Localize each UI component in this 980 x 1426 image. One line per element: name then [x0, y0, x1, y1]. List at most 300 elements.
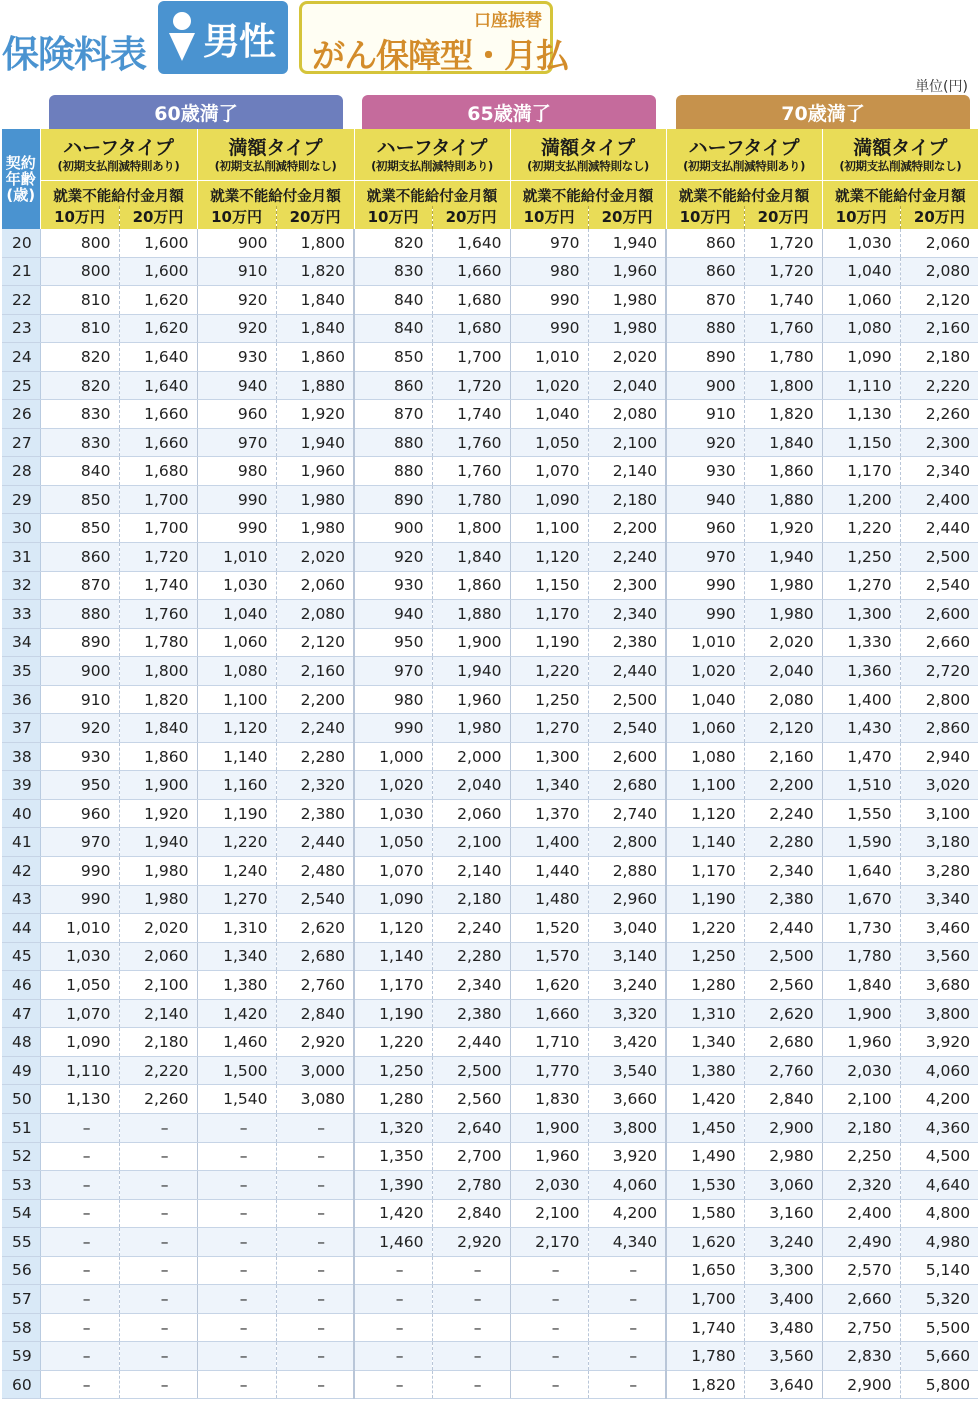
premium-cell: 1,040 [822, 257, 900, 286]
premium-cell: 2,280 [432, 942, 510, 971]
premium-cell: 1,600 [119, 257, 197, 286]
premium-cell: 860 [354, 371, 432, 400]
premium-cell: 1,140 [666, 828, 744, 857]
table-row [2, 1199, 978, 1228]
premium-cell: 2,160 [744, 742, 822, 771]
premium-cell: 1,020 [354, 771, 432, 800]
premium-cell: 3,280 [900, 857, 978, 886]
amount-10-header: 10万円 [510, 206, 588, 229]
premium-cell: 2,540 [588, 714, 666, 743]
premium-cell: 900 [666, 371, 744, 400]
premium-cell: 2,400 [822, 1199, 900, 1228]
premium-cell: 900 [354, 514, 432, 543]
premium-cell: 1,800 [119, 657, 197, 686]
table-row [2, 371, 978, 400]
premium-cell: 1,980 [588, 286, 666, 315]
premium-cell: 1,980 [744, 571, 822, 600]
type-name: 満額タイプ [853, 136, 948, 159]
premium-cell: 1,040 [197, 600, 276, 629]
premium-cell: 1,090 [822, 343, 900, 372]
premium-cell: 990 [666, 571, 744, 600]
premium-cell: 1,860 [744, 457, 822, 486]
premium-cell: 920 [40, 714, 119, 743]
premium-cell: 840 [354, 314, 432, 343]
premium-cell: 2,840 [744, 1085, 822, 1114]
premium-cell: 1,830 [510, 1085, 588, 1114]
table-row [2, 685, 978, 714]
premium-cell: 1,620 [119, 314, 197, 343]
premium-cell: 2,560 [432, 1085, 510, 1114]
age-cell: 45 [2, 942, 40, 971]
premium-cell: 2,040 [744, 657, 822, 686]
premium-cell: 920 [666, 428, 744, 457]
premium-cell: 2,040 [588, 371, 666, 400]
premium-cell: 860 [40, 543, 119, 572]
premium-cell: 4,360 [900, 1113, 978, 1142]
premium-cell: 5,660 [900, 1342, 978, 1371]
premium-cell: 1,780 [666, 1342, 744, 1371]
premium-cell: 890 [354, 485, 432, 514]
premium-cell: 1,360 [822, 657, 900, 686]
premium-table [2, 129, 978, 1399]
premium-cell: 2,720 [900, 657, 978, 686]
premium-cell: 2,860 [900, 714, 978, 743]
premium-cell: – [588, 1342, 666, 1371]
premium-cell: – [510, 1285, 588, 1314]
premium-cell: 2,340 [432, 971, 510, 1000]
premium-cell: 910 [40, 685, 119, 714]
premium-cell: 1,800 [276, 229, 354, 258]
premium-cell: 1,720 [744, 257, 822, 286]
premium-cell: – [432, 1342, 510, 1371]
premium-cell: 1,860 [432, 571, 510, 600]
age-cell: 27 [2, 428, 40, 457]
premium-cell: 2,540 [276, 885, 354, 914]
premium-cell: 2,680 [588, 771, 666, 800]
type-header-60-full [197, 129, 354, 180]
premium-cell: 2,660 [900, 628, 978, 657]
premium-cell: 1,720 [432, 371, 510, 400]
premium-cell: 860 [666, 257, 744, 286]
premium-cell: 1,490 [666, 1142, 744, 1171]
age-header-line: 年齢 [5, 169, 36, 188]
age-cell: 46 [2, 971, 40, 1000]
table-row [2, 229, 978, 258]
age-cell: 55 [2, 1228, 40, 1257]
table-row [2, 1313, 978, 1342]
premium-cell: 1,780 [822, 942, 900, 971]
premium-cell: – [119, 1313, 197, 1342]
premium-cell: 960 [40, 799, 119, 828]
premium-cell: 2,500 [900, 543, 978, 572]
premium-cell: 1,190 [666, 885, 744, 914]
premium-cell: 4,340 [588, 1228, 666, 1257]
premium-cell: 990 [666, 600, 744, 629]
premium-cell: 2,140 [119, 999, 197, 1028]
premium-cell: 1,100 [666, 771, 744, 800]
premium-cell: 2,900 [744, 1113, 822, 1142]
premium-cell: 950 [354, 628, 432, 657]
premium-cell: 1,340 [510, 771, 588, 800]
premium-cell: 1,820 [666, 1370, 744, 1399]
band-65-label: 65歳満了 [362, 95, 656, 129]
premium-cell: 3,100 [900, 799, 978, 828]
premium-cell: 2,080 [276, 600, 354, 629]
table-row [2, 771, 978, 800]
premium-cell: 2,440 [276, 828, 354, 857]
premium-cell: 1,840 [119, 714, 197, 743]
premium-cell: – [197, 1171, 276, 1200]
premium-cell: 2,260 [900, 400, 978, 429]
premium-cell: 2,180 [119, 1028, 197, 1057]
premium-table-wrapper [2, 129, 978, 1399]
premium-cell: 830 [40, 428, 119, 457]
premium-cell: 2,100 [510, 1199, 588, 1228]
premium-cell: 2,880 [588, 857, 666, 886]
premium-cell: 1,070 [40, 999, 119, 1028]
premium-cell: 1,540 [197, 1085, 276, 1114]
premium-cell: 1,780 [744, 343, 822, 372]
premium-cell: 2,800 [588, 828, 666, 857]
premium-cell: – [197, 1113, 276, 1142]
age-cell: 33 [2, 600, 40, 629]
table-row [2, 257, 978, 286]
age-cell: 52 [2, 1142, 40, 1171]
age-cell: 50 [2, 1085, 40, 1114]
premium-cell: 1,370 [510, 799, 588, 828]
premium-cell: 970 [197, 428, 276, 457]
premium-cell: – [40, 1228, 119, 1257]
premium-cell: 1,920 [744, 514, 822, 543]
premium-cell: 840 [40, 457, 119, 486]
premium-cell: 1,730 [822, 914, 900, 943]
amount-10-header: 10万円 [822, 206, 900, 229]
premium-cell: 2,240 [588, 543, 666, 572]
plan-name-label: がん保障型・月払 [312, 36, 568, 75]
age-cell: 56 [2, 1256, 40, 1285]
premium-cell: – [40, 1199, 119, 1228]
type-name: ハーフタイプ [63, 136, 174, 159]
table-row [2, 942, 978, 971]
premium-cell: 2,100 [822, 1085, 900, 1114]
premium-cell: 2,480 [276, 857, 354, 886]
premium-cell: 2,830 [822, 1342, 900, 1371]
premium-cell: 2,780 [432, 1171, 510, 1200]
benefit-label: 就業不能給付金月額 [197, 180, 354, 206]
age-cell: 51 [2, 1113, 40, 1142]
age-cell: 47 [2, 999, 40, 1028]
premium-cell: 900 [40, 657, 119, 686]
age-column-header [2, 129, 40, 229]
premium-cell: 2,680 [744, 1028, 822, 1057]
premium-cell: 3,540 [588, 1056, 666, 1085]
premium-cell: 850 [40, 485, 119, 514]
premium-cell: 980 [197, 457, 276, 486]
premium-cell: 1,220 [822, 514, 900, 543]
age-cell: 24 [2, 343, 40, 372]
premium-cell: 1,310 [666, 999, 744, 1028]
premium-cell: 1,700 [432, 343, 510, 372]
premium-cell: – [40, 1142, 119, 1171]
premium-cell: 1,120 [197, 714, 276, 743]
premium-cell: 2,570 [822, 1256, 900, 1285]
table-row [2, 914, 978, 943]
premium-cell: – [588, 1285, 666, 1314]
premium-cell: 2,440 [900, 514, 978, 543]
premium-cell: 870 [666, 286, 744, 315]
premium-cell: 1,510 [822, 771, 900, 800]
premium-cell: 1,050 [40, 971, 119, 1000]
premium-cell: 1,010 [197, 543, 276, 572]
table-row [2, 286, 978, 315]
premium-cell: 2,440 [432, 1028, 510, 1057]
premium-cell: 2,620 [276, 914, 354, 943]
table-row [2, 628, 978, 657]
premium-cell: – [276, 1370, 354, 1399]
age-cell: 39 [2, 771, 40, 800]
table-row [2, 457, 978, 486]
premium-cell: 5,140 [900, 1256, 978, 1285]
premium-cell: 1,760 [744, 314, 822, 343]
premium-cell: – [40, 1171, 119, 1200]
premium-cell: 1,140 [197, 742, 276, 771]
premium-cell: 1,080 [197, 657, 276, 686]
premium-cell: 1,120 [666, 799, 744, 828]
premium-cell: 1,720 [744, 229, 822, 258]
premium-cell: 2,840 [276, 999, 354, 1028]
premium-cell: 1,000 [354, 742, 432, 771]
premium-cell: 1,170 [822, 457, 900, 486]
age-cell: 36 [2, 685, 40, 714]
premium-cell: 1,470 [822, 742, 900, 771]
age-cell: 42 [2, 857, 40, 886]
table-row [2, 1171, 978, 1200]
premium-cell: 1,300 [510, 742, 588, 771]
premium-cell: 3,460 [900, 914, 978, 943]
premium-cell: 1,250 [354, 1056, 432, 1085]
premium-cell: 2,560 [744, 971, 822, 1000]
age-cell: 30 [2, 514, 40, 543]
premium-cell: 1,420 [666, 1085, 744, 1114]
premium-cell: 3,640 [744, 1370, 822, 1399]
premium-cell: 2,920 [276, 1028, 354, 1057]
age-cell: 44 [2, 914, 40, 943]
premium-cell: – [276, 1142, 354, 1171]
premium-cell: 1,460 [197, 1028, 276, 1057]
band-70-label: 70歳満了 [676, 95, 970, 129]
premium-cell: 1,150 [510, 571, 588, 600]
premium-cell: 2,500 [432, 1056, 510, 1085]
premium-cell: 2,760 [744, 1056, 822, 1085]
premium-cell: 1,680 [119, 457, 197, 486]
premium-cell: 1,800 [744, 371, 822, 400]
premium-cell: 1,670 [822, 885, 900, 914]
premium-cell: – [510, 1256, 588, 1285]
premium-cell: 850 [354, 343, 432, 372]
age-cell: 29 [2, 485, 40, 514]
premium-cell: 990 [40, 885, 119, 914]
table-row [2, 999, 978, 1028]
premium-cell: 3,240 [588, 971, 666, 1000]
premium-cell: 4,200 [588, 1199, 666, 1228]
premium-cell: 3,300 [744, 1256, 822, 1285]
premium-cell: 870 [354, 400, 432, 429]
age-cell: 54 [2, 1199, 40, 1228]
age-cell: 60 [2, 1370, 40, 1399]
premium-cell: 1,740 [432, 400, 510, 429]
premium-cell: 1,080 [822, 314, 900, 343]
premium-cell: 1,200 [822, 485, 900, 514]
type-name: 満額タイプ [228, 136, 323, 159]
premium-cell: 2,500 [744, 942, 822, 971]
benefit-label: 就業不能給付金月額 [822, 180, 978, 206]
premium-cell: 2,980 [744, 1142, 822, 1171]
premium-cell: 1,820 [119, 685, 197, 714]
premium-cell: 990 [354, 714, 432, 743]
premium-cell: 1,760 [119, 600, 197, 629]
premium-cell: – [276, 1342, 354, 1371]
premium-cell: – [276, 1228, 354, 1257]
premium-cell: 2,740 [588, 799, 666, 828]
premium-cell: 860 [666, 229, 744, 258]
premium-cell: 2,200 [588, 514, 666, 543]
premium-cell: 930 [354, 571, 432, 600]
premium-cell: 2,100 [432, 828, 510, 857]
premium-cell: – [510, 1342, 588, 1371]
premium-cell: 2,120 [276, 628, 354, 657]
premium-cell: 4,800 [900, 1199, 978, 1228]
premium-cell: 1,170 [354, 971, 432, 1000]
premium-cell: 2,180 [822, 1113, 900, 1142]
premium-cell: 1,100 [510, 514, 588, 543]
premium-cell: 3,060 [744, 1171, 822, 1200]
premium-cell: 1,340 [197, 942, 276, 971]
premium-cell: 2,160 [900, 314, 978, 343]
premium-cell: 1,940 [744, 543, 822, 572]
premium-cell: 1,840 [822, 971, 900, 1000]
premium-cell: 1,840 [276, 286, 354, 315]
premium-cell: 900 [197, 229, 276, 258]
premium-cell: 2,440 [588, 657, 666, 686]
premium-cell: 1,050 [354, 828, 432, 857]
table-row [2, 742, 978, 771]
premium-cell: 2,750 [822, 1313, 900, 1342]
age-cell: 25 [2, 371, 40, 400]
premium-table-body [2, 229, 978, 1399]
premium-cell: 1,090 [354, 885, 432, 914]
age-header-line: 契約 [5, 153, 36, 172]
table-row [2, 657, 978, 686]
premium-cell: 5,320 [900, 1285, 978, 1314]
premium-cell: – [510, 1370, 588, 1399]
premium-cell: 3,000 [276, 1056, 354, 1085]
premium-cell: 1,270 [510, 714, 588, 743]
premium-cell: 2,800 [900, 685, 978, 714]
age-cell: 26 [2, 400, 40, 429]
premium-cell: 2,840 [432, 1199, 510, 1228]
premium-cell: 3,020 [900, 771, 978, 800]
premium-cell: 940 [666, 485, 744, 514]
premium-cell: 2,030 [822, 1056, 900, 1085]
premium-cell: 1,340 [666, 1028, 744, 1057]
premium-cell: 2,940 [900, 742, 978, 771]
premium-cell: 4,060 [900, 1056, 978, 1085]
premium-cell: 2,080 [588, 400, 666, 429]
premium-cell: 1,760 [432, 457, 510, 486]
premium-cell: 920 [354, 543, 432, 572]
premium-cell: 2,220 [119, 1056, 197, 1085]
premium-cell: 2,300 [900, 428, 978, 457]
premium-cell: – [197, 1342, 276, 1371]
premium-cell: 2,020 [588, 343, 666, 372]
premium-cell: 1,220 [510, 657, 588, 686]
premium-cell: 2,620 [744, 999, 822, 1028]
premium-cell: – [354, 1370, 432, 1399]
premium-cell: 2,380 [588, 628, 666, 657]
premium-cell: 1,440 [510, 857, 588, 886]
premium-cell: 970 [510, 229, 588, 258]
premium-cell: 890 [40, 628, 119, 657]
gender-label: 男性 [203, 19, 275, 63]
amount-10-header: 10万円 [354, 206, 432, 229]
table-row [2, 514, 978, 543]
premium-cell: 990 [510, 286, 588, 315]
premium-cell: – [588, 1370, 666, 1399]
premium-cell: 1,880 [276, 371, 354, 400]
premium-cell: 940 [354, 600, 432, 629]
premium-cell: – [119, 1142, 197, 1171]
premium-cell: 1,960 [588, 257, 666, 286]
table-row [2, 1285, 978, 1314]
premium-cell: – [197, 1142, 276, 1171]
premium-cell: 3,420 [588, 1028, 666, 1057]
age-cell: 58 [2, 1313, 40, 1342]
table-row [2, 428, 978, 457]
premium-cell: – [197, 1199, 276, 1228]
table-row [2, 543, 978, 572]
premium-cell: 2,020 [119, 914, 197, 943]
premium-cell: 910 [666, 400, 744, 429]
premium-cell: 1,020 [666, 657, 744, 686]
premium-cell: 1,030 [354, 799, 432, 828]
premium-cell: 960 [197, 400, 276, 429]
amount-20-header: 20万円 [432, 206, 510, 229]
premium-cell: 2,180 [900, 343, 978, 372]
premium-cell: 1,170 [510, 600, 588, 629]
table-row [2, 1342, 978, 1371]
premium-cell: 1,860 [119, 742, 197, 771]
benefit-label: 就業不能給付金月額 [510, 180, 666, 206]
amount-20-header: 20万円 [588, 206, 666, 229]
premium-cell: 980 [354, 685, 432, 714]
amount-10-header: 10万円 [40, 206, 119, 229]
premium-cell: 1,150 [822, 428, 900, 457]
premium-cell: 1,220 [197, 828, 276, 857]
type-header-65-full [510, 129, 666, 180]
premium-cell: 880 [666, 314, 744, 343]
premium-cell: 1,120 [510, 543, 588, 572]
premium-cell: 1,300 [822, 600, 900, 629]
premium-cell: 1,520 [510, 914, 588, 943]
premium-cell: 1,250 [822, 543, 900, 572]
premium-cell: 1,010 [666, 628, 744, 657]
premium-cell: 1,660 [119, 400, 197, 429]
age-cell: 31 [2, 543, 40, 572]
premium-cell: – [432, 1285, 510, 1314]
premium-cell: 880 [354, 457, 432, 486]
type-name: ハーフタイプ [376, 136, 488, 159]
table-row [2, 1113, 978, 1142]
